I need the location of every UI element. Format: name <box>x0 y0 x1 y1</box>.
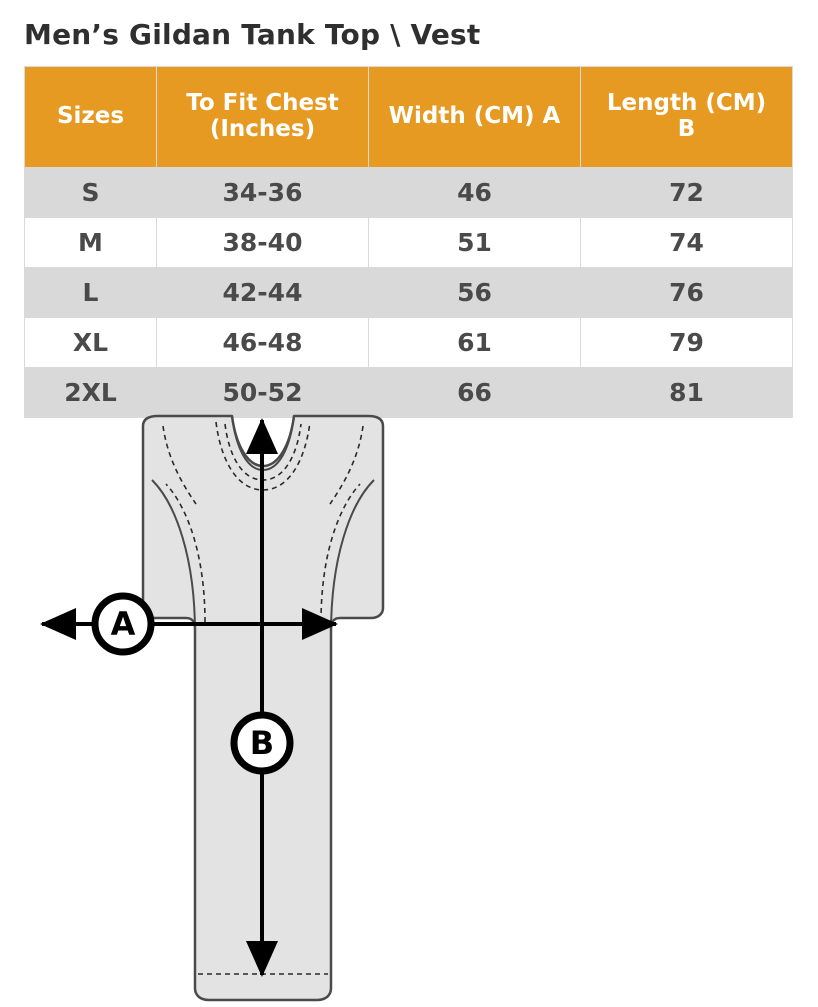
cell-chest: 38-40 <box>157 218 369 268</box>
cell-size: L <box>25 268 157 318</box>
cell-size: S <box>25 168 157 218</box>
cell-length: 81 <box>581 368 793 418</box>
length-marker-b <box>234 715 290 771</box>
cell-width: 61 <box>369 318 581 368</box>
width-marker-a <box>95 596 151 652</box>
column-header-sizes <box>25 67 157 168</box>
cell-chest: 42-44 <box>157 268 369 318</box>
cell-size: XL <box>25 318 157 368</box>
table-row <box>25 168 793 218</box>
table-row <box>25 218 793 268</box>
table-row <box>25 318 793 368</box>
cell-width: 56 <box>369 268 581 318</box>
width-marker-label: A <box>110 605 136 643</box>
garment-diagram <box>0 408 818 1007</box>
column-header-to-fit-chest-line2: (Inches) <box>209 116 316 142</box>
cell-chest: 50-52 <box>157 368 369 418</box>
length-marker-label: B <box>249 724 275 762</box>
table-header-row <box>25 67 793 168</box>
size-table <box>24 66 793 418</box>
table-row <box>25 268 793 318</box>
cell-width: 66 <box>369 368 581 418</box>
cell-size: M <box>25 218 157 268</box>
column-header-width-line1: Width (CM) A <box>388 103 561 130</box>
cell-width: 46 <box>369 168 581 218</box>
column-header-length <box>581 67 793 168</box>
cell-chest: 34-36 <box>157 168 369 218</box>
column-header-to-fit-chest-line1: To Fit Chest <box>186 90 339 117</box>
cell-width: 51 <box>369 218 581 268</box>
column-header-sizes-line1: Sizes <box>56 103 125 130</box>
column-header-width <box>369 67 581 168</box>
cell-size: 2XL <box>25 368 157 418</box>
column-header-to-fit-chest <box>157 67 369 168</box>
column-header-length-line2: B <box>677 116 696 142</box>
page-title: Men’s Gildan Tank Top \ Vest <box>24 18 481 51</box>
column-header-length-line1: Length (CM) <box>606 90 767 117</box>
cell-length: 72 <box>581 168 793 218</box>
cell-length: 76 <box>581 268 793 318</box>
cell-chest: 46-48 <box>157 318 369 368</box>
cell-length: 79 <box>581 318 793 368</box>
cell-length: 74 <box>581 218 793 268</box>
